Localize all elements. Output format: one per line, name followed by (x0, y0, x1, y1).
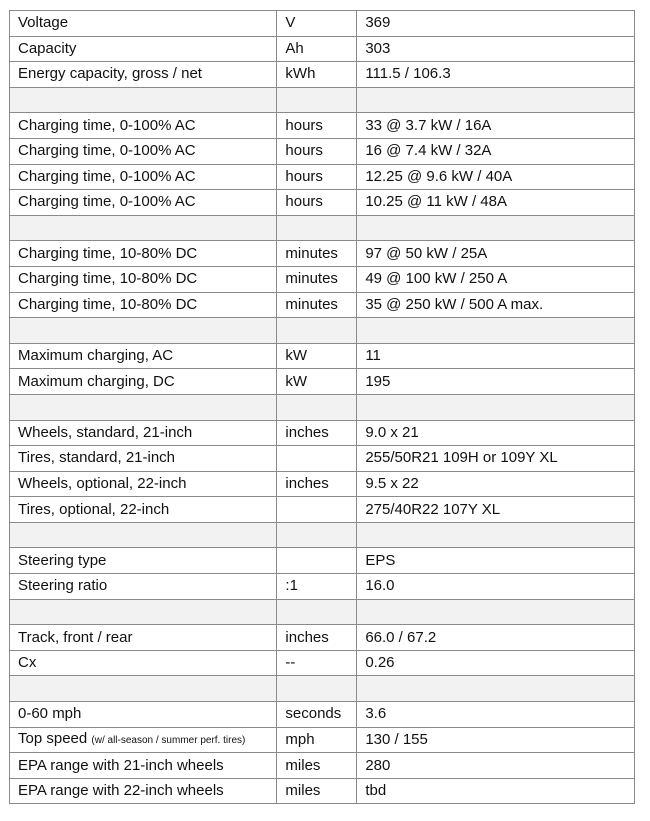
spec-label: Track, front / rear (18, 628, 133, 646)
spec-label-cell (10, 343, 277, 369)
spec-unit: :1 (277, 574, 357, 600)
spec-unit (277, 318, 357, 344)
spec-unit (277, 215, 357, 241)
table-row (10, 497, 635, 523)
spec-label-cell (10, 62, 277, 88)
spec-unit: inches (277, 420, 357, 446)
table-row (10, 522, 635, 548)
spec-unit (277, 676, 357, 702)
spec-value: 9.0 x 21 (357, 420, 635, 446)
spec-label-cell (10, 778, 277, 804)
spec-label: Steering type (18, 551, 107, 569)
spec-label-cell (10, 446, 277, 472)
spec-unit (277, 548, 357, 574)
spec-value (357, 599, 635, 625)
spec-label-cell (10, 87, 277, 113)
spec-label-cell (10, 113, 277, 139)
spec-label-cell (10, 650, 277, 676)
spec-unit: hours (277, 190, 357, 216)
spec-unit: Ah (277, 36, 357, 62)
table-row (10, 369, 635, 395)
spec-label-cell (10, 574, 277, 600)
spec-label: 0-60 mph (18, 705, 82, 723)
spec-value: 12.25 @ 9.6 kW / 40A (357, 164, 635, 190)
table-row (10, 138, 635, 164)
spec-unit (277, 522, 357, 548)
spec-label-cell (10, 676, 277, 702)
spec-value: 3.6 (357, 702, 635, 728)
spec-unit (277, 497, 357, 523)
spec-value: 66.0 / 67.2 (357, 625, 635, 651)
spec-value (357, 87, 635, 113)
spec-label-cell (10, 138, 277, 164)
spec-value (357, 522, 635, 548)
spec-value: 303 (357, 36, 635, 62)
spec-value (357, 318, 635, 344)
spec-value: 130 / 155 (357, 727, 635, 753)
spec-value: 275/40R22 107Y XL (357, 497, 635, 523)
spec-label: Steering ratio (18, 577, 108, 595)
spec-table-body (10, 11, 635, 804)
spec-label-cell (10, 599, 277, 625)
table-row (10, 548, 635, 574)
table-row (10, 599, 635, 625)
spec-label: Energy capacity, gross / net (18, 65, 202, 83)
table-row (10, 727, 635, 753)
table-row (10, 343, 635, 369)
spec-value (357, 394, 635, 420)
table-row (10, 87, 635, 113)
table-row (10, 471, 635, 497)
spec-value: 11 (357, 343, 635, 369)
spec-unit (277, 87, 357, 113)
spec-unit: kWh (277, 62, 357, 88)
spec-value: 369 (357, 11, 635, 37)
spec-value: 111.5 / 106.3 (357, 62, 635, 88)
table-row (10, 266, 635, 292)
spec-value: 195 (357, 369, 635, 395)
spec-unit (277, 446, 357, 472)
spec-label-cell (10, 318, 277, 344)
spec-value: 16 @ 7.4 kW / 32A (357, 138, 635, 164)
spec-label: Tires, optional, 22-inch (18, 500, 170, 518)
table-row (10, 420, 635, 446)
spec-unit: hours (277, 113, 357, 139)
table-row (10, 446, 635, 472)
spec-label-note: (w/ all-season / summer perf. tires) (91, 734, 246, 746)
spec-label: Charging time, 10-80% DC (18, 244, 198, 262)
spec-label: Wheels, standard, 21-inch (18, 423, 193, 441)
spec-label: Charging time, 0-100% AC (18, 167, 196, 185)
spec-unit: minutes (277, 241, 357, 267)
table-row (10, 292, 635, 318)
spec-label: Maximum charging, AC (18, 347, 174, 365)
spec-label: EPA range with 21-inch wheels (18, 756, 224, 774)
table-row (10, 62, 635, 88)
spec-value: 33 @ 3.7 kW / 16A (357, 113, 635, 139)
spec-label: Charging time, 0-100% AC (18, 116, 196, 134)
spec-label-cell (10, 420, 277, 446)
table-row (10, 650, 635, 676)
table-row (10, 241, 635, 267)
table-row (10, 753, 635, 779)
spec-unit: inches (277, 625, 357, 651)
spec-label: Capacity (18, 39, 77, 57)
table-row (10, 702, 635, 728)
spec-table (9, 10, 635, 804)
table-row (10, 36, 635, 62)
spec-unit: -- (277, 650, 357, 676)
table-row (10, 625, 635, 651)
spec-label-cell (10, 292, 277, 318)
spec-label-cell (10, 702, 277, 728)
spec-value (357, 676, 635, 702)
spec-label-cell (10, 164, 277, 190)
spec-unit: V (277, 11, 357, 37)
spec-unit: inches (277, 471, 357, 497)
table-row (10, 190, 635, 216)
spec-value: 255/50R21 109H or 109Y XL (357, 446, 635, 472)
spec-value: 0.26 (357, 650, 635, 676)
spec-unit: hours (277, 164, 357, 190)
table-row (10, 11, 635, 37)
spec-label: Maximum charging, DC (18, 372, 175, 390)
spec-label-cell (10, 753, 277, 779)
spec-label-cell (10, 11, 277, 37)
spec-label: EPA range with 22-inch wheels (18, 782, 224, 800)
spec-value: 97 @ 50 kW / 25A (357, 241, 635, 267)
spec-unit: minutes (277, 266, 357, 292)
spec-label-cell (10, 215, 277, 241)
spec-unit: hours (277, 138, 357, 164)
spec-label: Charging time, 0-100% AC (18, 193, 196, 211)
spec-label: Voltage (18, 14, 69, 32)
spec-unit: miles (277, 778, 357, 804)
spec-label: Cx (18, 654, 37, 672)
spec-unit: kW (277, 369, 357, 395)
spec-unit: mph (277, 727, 357, 753)
spec-value: 280 (357, 753, 635, 779)
spec-unit: seconds (277, 702, 357, 728)
spec-label: Tires, standard, 21-inch (18, 449, 176, 467)
spec-value: 16.0 (357, 574, 635, 600)
spec-label-cell (10, 497, 277, 523)
spec-label-cell (10, 471, 277, 497)
spec-unit (277, 394, 357, 420)
spec-label-cell (10, 190, 277, 216)
spec-label: Charging time, 0-100% AC (18, 142, 196, 160)
spec-value: 9.5 x 22 (357, 471, 635, 497)
spec-label-cell (10, 548, 277, 574)
spec-label: Wheels, optional, 22-inch (18, 474, 187, 492)
spec-label-cell (10, 369, 277, 395)
table-row (10, 318, 635, 344)
table-row (10, 778, 635, 804)
table-row (10, 215, 635, 241)
table-row (10, 164, 635, 190)
spec-value (357, 215, 635, 241)
spec-label-cell (10, 241, 277, 267)
spec-label: Charging time, 10-80% DC (18, 295, 198, 313)
table-row (10, 113, 635, 139)
spec-unit: kW (277, 343, 357, 369)
spec-unit (277, 599, 357, 625)
table-row (10, 394, 635, 420)
spec-value: 49 @ 100 kW / 250 A (357, 266, 635, 292)
spec-value: EPS (357, 548, 635, 574)
spec-unit: minutes (277, 292, 357, 318)
spec-label-cell (10, 394, 277, 420)
spec-value: 35 @ 250 kW / 500 A max. (357, 292, 635, 318)
spec-label-cell (10, 522, 277, 548)
spec-unit: miles (277, 753, 357, 779)
spec-label: Top speed (18, 729, 88, 747)
table-row (10, 574, 635, 600)
spec-label-cell (10, 36, 277, 62)
spec-label-cell (10, 625, 277, 651)
spec-label-cell (10, 266, 277, 292)
spec-label: Charging time, 10-80% DC (18, 270, 198, 288)
spec-value: 10.25 @ 11 kW / 48A (357, 190, 635, 216)
spec-label-cell (10, 727, 277, 753)
table-row (10, 676, 635, 702)
spec-value: tbd (357, 778, 635, 804)
